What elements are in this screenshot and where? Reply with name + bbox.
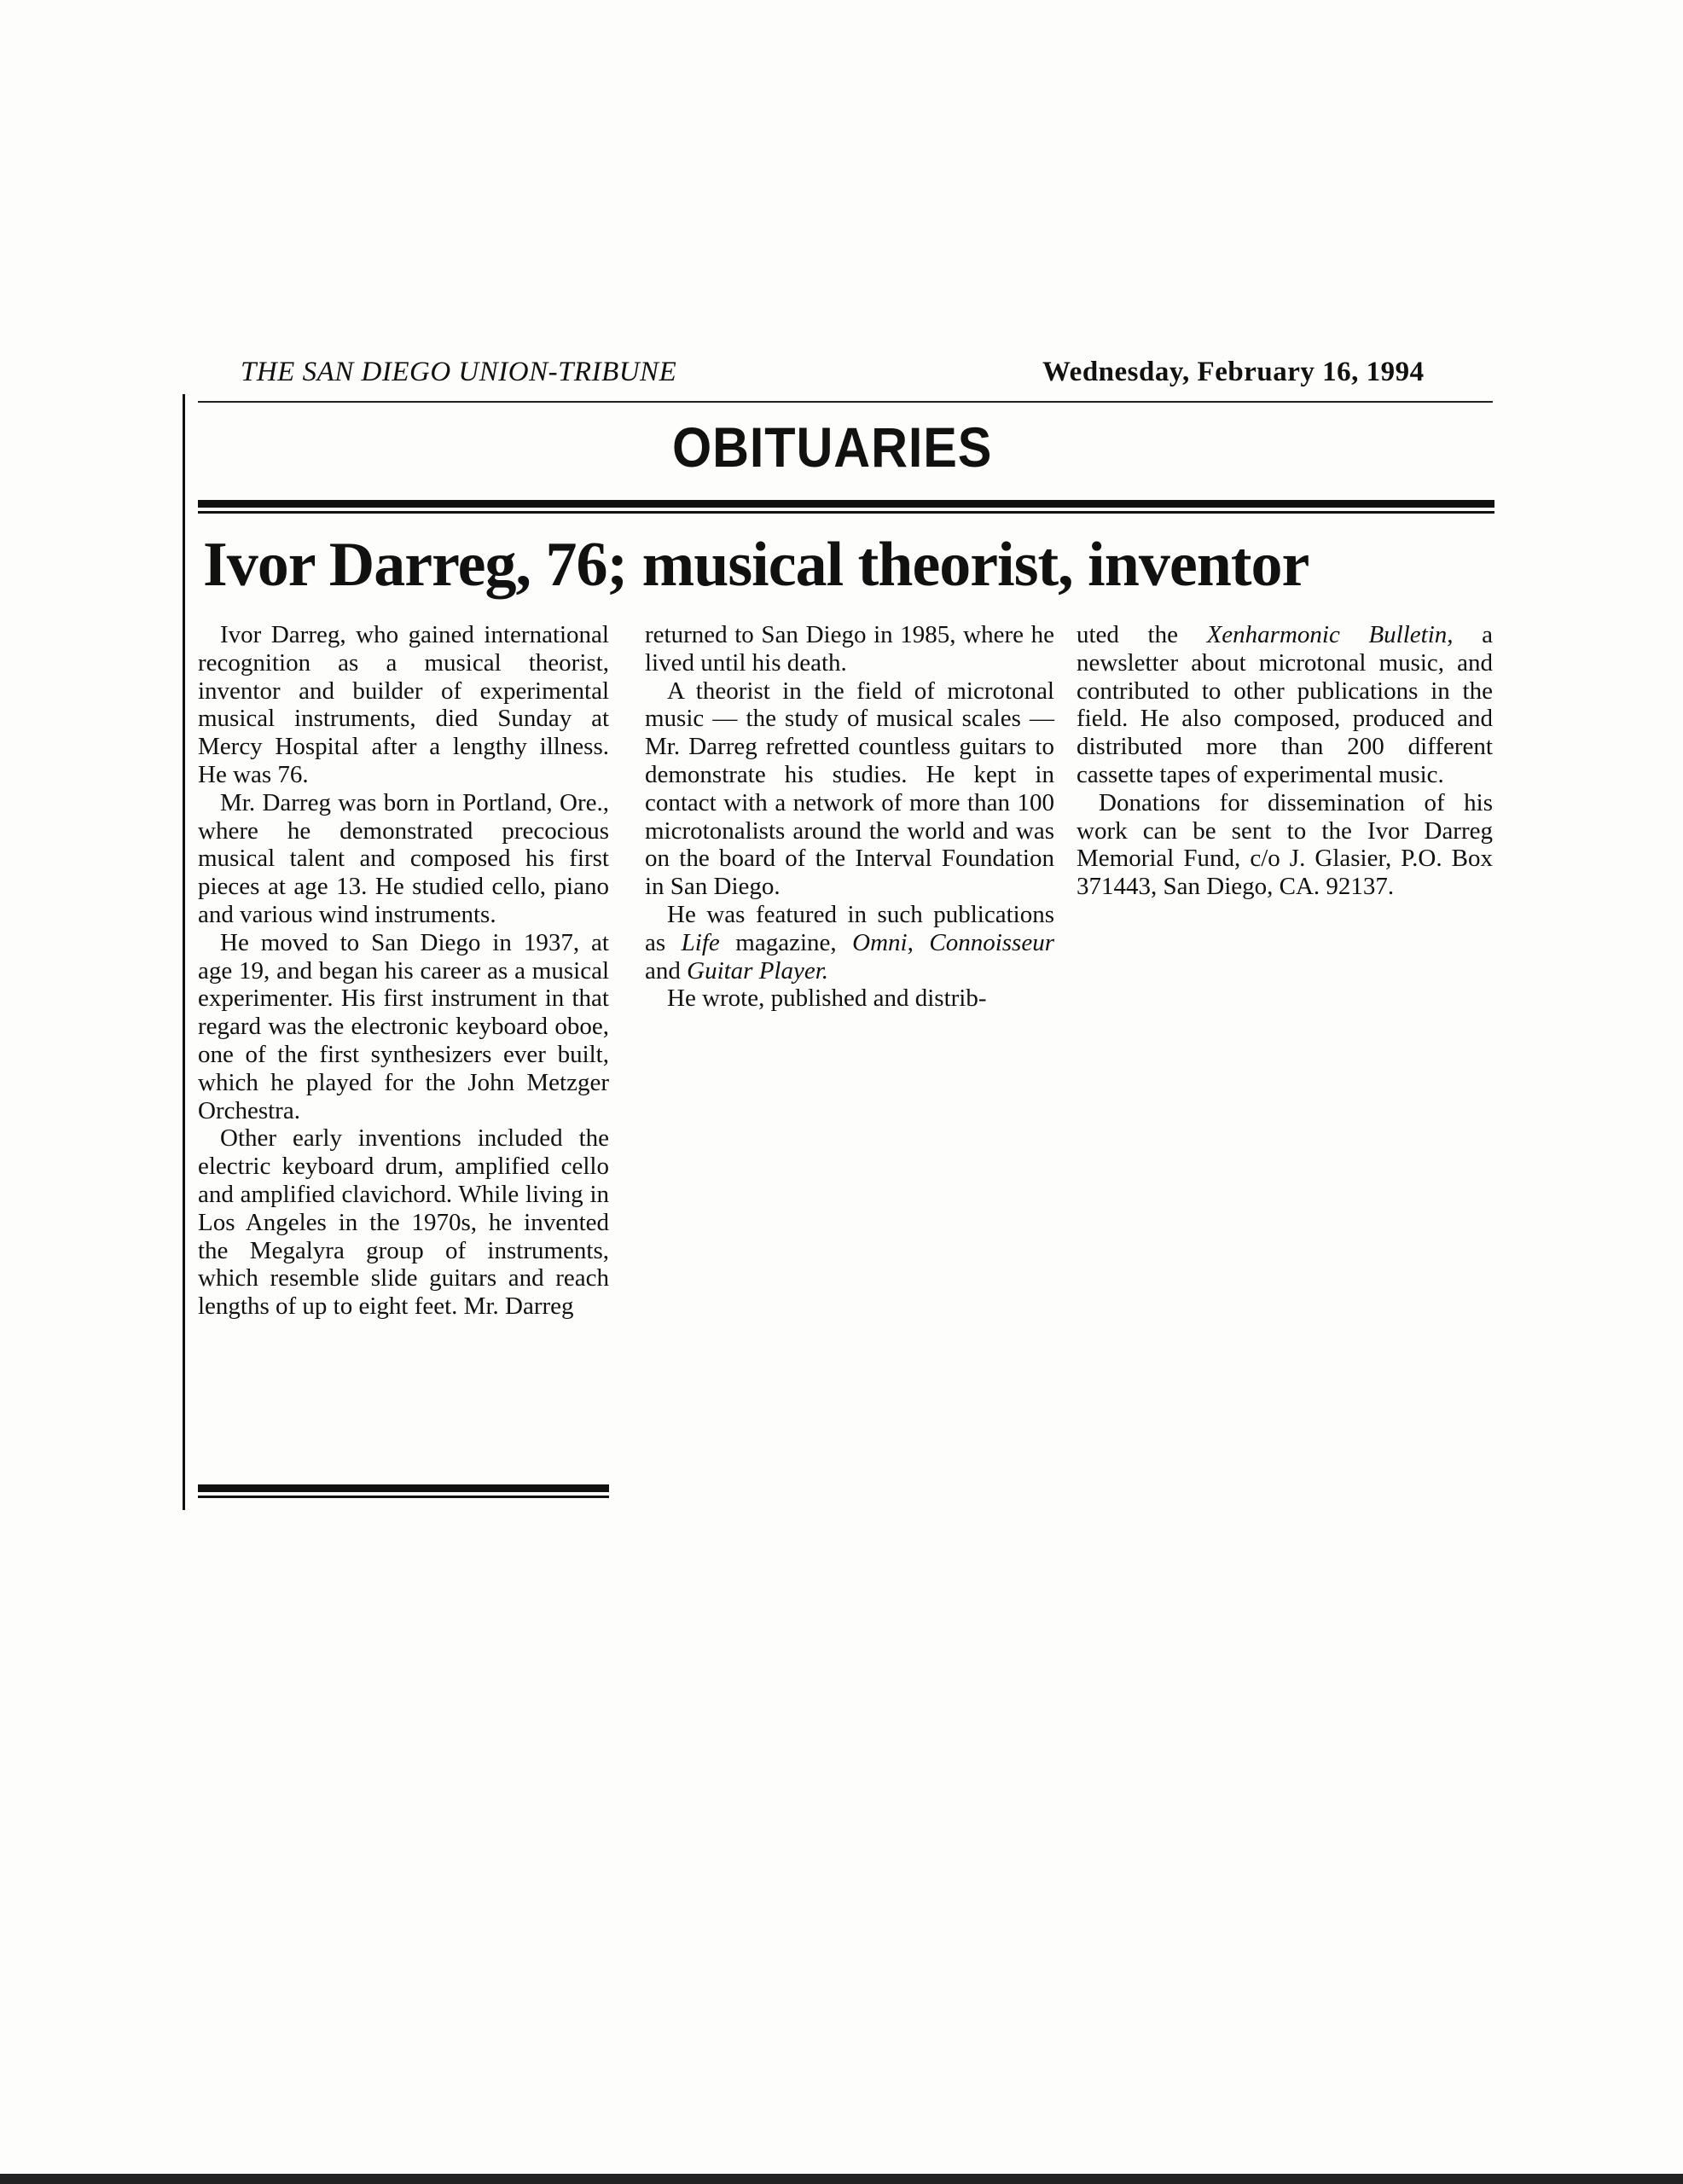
paragraph: Donations for dissemination of his work can be sent to the Ivor Darreg Memorial Fund, c/o J. Glasier, P.O. Box 371443, San Diego, CA. 92137. <box>1077 788 1493 901</box>
newspaper-name: THE SAN DIEGO UNION-TRIBUNE <box>241 357 677 387</box>
article-column-1 <box>198 621 609 1321</box>
article-headline: Ivor Darreg, 76; musical theorist, inventor <box>203 530 1309 600</box>
paragraph: Mr. Darreg was born in Portland, Ore., where he demonstrated precocious musical talent and composed his first pieces at age 13. He studied cello, piano and various wind instruments. <box>198 788 609 928</box>
article-end-thin-rule <box>198 1496 609 1498</box>
paragraph: uted the Xenharmonic Bulletin, a newsletter about microtonal music, and contributed to other publications in the field. He also composed, produced and distributed more than 200 different cassette tapes of experimental music. <box>1077 621 1494 788</box>
publication-title: Guitar Player. <box>687 956 829 985</box>
article-column-3 <box>1077 621 1493 901</box>
publication-title: Xenharmonic Bulletin, <box>1206 621 1454 648</box>
publication-title: Omni, Connoisseur <box>852 928 1054 956</box>
paragraph: He wrote, published and distrib- <box>667 985 987 1013</box>
publication-title: Life <box>681 928 720 956</box>
left-column-rule <box>183 394 185 1510</box>
publication-date: Wednesday, February 16, 1994 <box>1042 357 1425 387</box>
section-thick-rule <box>198 500 1494 508</box>
paragraph: A theorist in the field of microtonal music — the study of musical scales — Mr. Darreg refretted countless guitars to demonstrate his studies. He kept in contact with a network of more than 100 microtonalists around the world and was on the board of the Interval Foundation in San Diego. <box>645 677 1054 901</box>
article-column-2 <box>645 621 1054 1013</box>
paragraph: He moved to San Diego in 1937, at age 19, and began his career as a musical experimenter. His first instrument in that regard was the electronic keyboard oboe, one of the first synthesizers ever built, which he played for the John Metzger Orchestra. <box>198 928 609 1124</box>
paragraph: He was featured in such publications as Life magazine, Omni, Connoisseur and Guitar Player. <box>645 900 1054 985</box>
masthead-rule <box>198 401 1493 403</box>
article-end-rule <box>198 1484 609 1492</box>
paragraph: returned to San Diego in 1985, where he lived until his death. <box>645 621 1054 677</box>
paragraph: Ivor Darreg, who gained international recognition as a musical theorist, inventor and builder of experimental musical instruments, died Sunday at Mercy Hospital after a lengthy illness. He was 76. <box>198 621 609 788</box>
section-title: OBITUARIES <box>672 415 993 479</box>
paragraph: Other early inventions included the electric keyboard drum, amplified cello and amplified clavichord. While living in Los Angeles in the 1970s, he invented the Megalyra group of instruments, which resemble slide guitars and reach lengths of up to eight feet. Mr. Darreg <box>198 1124 609 1321</box>
scan-bottom-edge <box>0 2174 1683 2184</box>
section-thin-rule <box>198 511 1494 514</box>
